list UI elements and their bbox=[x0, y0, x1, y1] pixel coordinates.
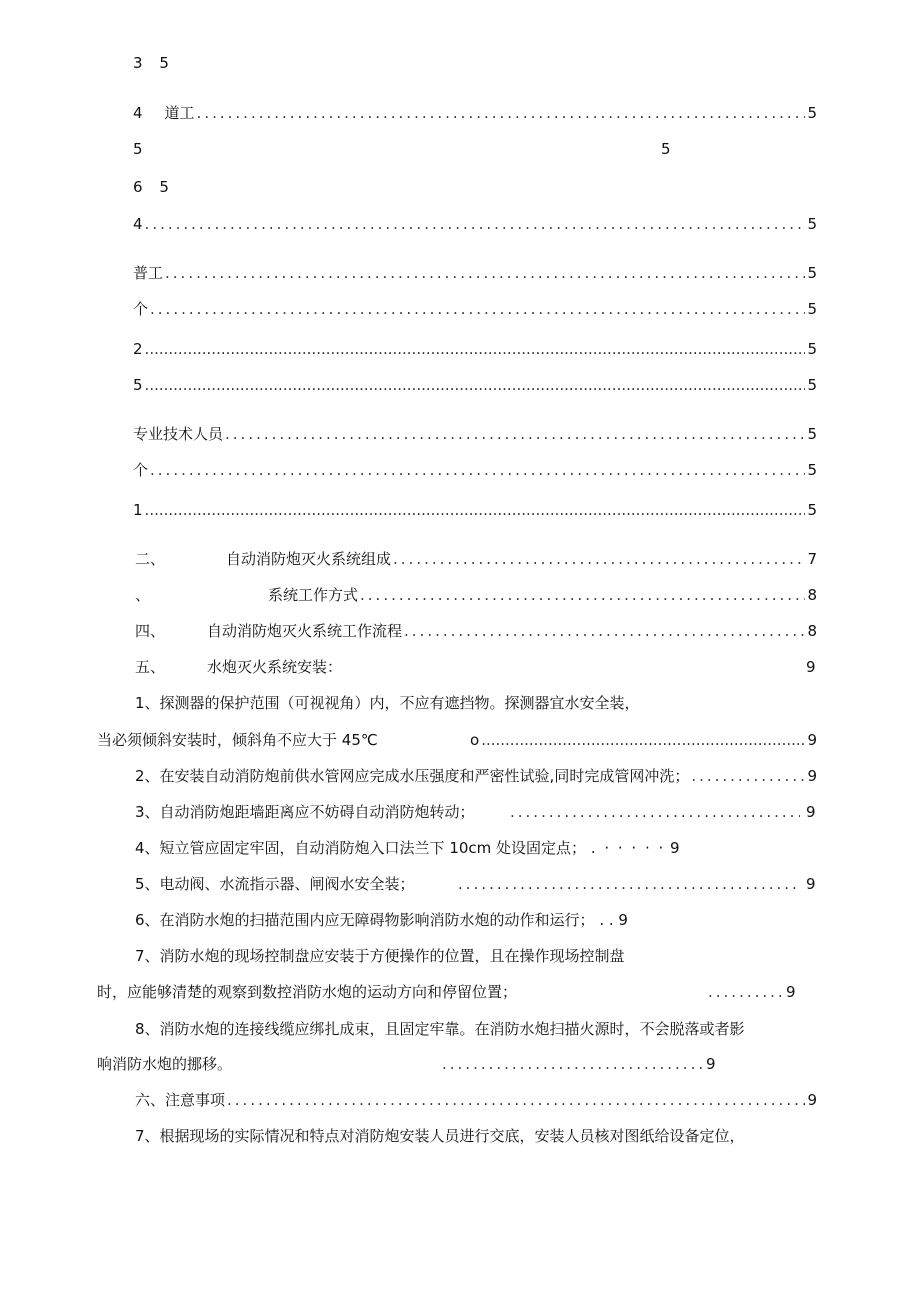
toc-title: 自动消防炮灭火系统工作流程 bbox=[207, 622, 403, 640]
toc-page: 5 bbox=[807, 340, 817, 358]
section-number: 四、 bbox=[135, 622, 166, 640]
install-item-1-leader[interactable] bbox=[470, 729, 817, 751]
toc-entry-system-composition[interactable] bbox=[226, 548, 817, 570]
toc-entry-1[interactable] bbox=[133, 499, 817, 521]
dot-leader bbox=[225, 423, 805, 445]
dot-leader bbox=[510, 801, 800, 823]
toc-entry-ge[interactable] bbox=[133, 298, 817, 320]
toc-page: 5 bbox=[807, 300, 817, 318]
install-item-5-text: 5、电动阀、水流指示器、闸阀水安全装； bbox=[135, 875, 415, 893]
toc-title: 系统工作方式 bbox=[268, 586, 359, 604]
item-text: 4、短立管应固定牢固，自动消防炮入口法兰下 10cm 处设固定点； bbox=[135, 839, 587, 857]
install-item-8-line1: 8、消防水炮的连接线缆应绑扎成束，且固定牢靠。在消防水炮扫描火源时，不会脱落或者影 bbox=[135, 1020, 745, 1038]
toc-number: 5 bbox=[133, 376, 143, 394]
toc-entry-5[interactable] bbox=[133, 374, 817, 396]
toc-title: 普工 bbox=[133, 264, 164, 282]
toc-page: 5 bbox=[661, 140, 671, 158]
toc-page: 5 bbox=[807, 461, 817, 479]
toc-entry-general-worker[interactable] bbox=[133, 262, 817, 284]
dot-leader bbox=[691, 765, 805, 787]
install-item-8-line2: 响消防水炮的挪移。 bbox=[97, 1055, 233, 1073]
toc-number: 2 bbox=[133, 340, 143, 358]
toc-page: 5 bbox=[807, 501, 817, 519]
toc-number: 3 bbox=[133, 54, 143, 72]
dot-leader: . . bbox=[599, 911, 614, 929]
toc-entry-notes[interactable] bbox=[135, 1089, 817, 1111]
install-item-1-line1: 1、探测器的保护范围（可视视角）内，不应有遮挡物。探测器宜水安全装， bbox=[135, 694, 640, 712]
dot-leader bbox=[165, 262, 805, 284]
install-item-7-line1: 7、消防水炮的现场控制盘应安装于方便操作的位置，且在操作现场控制盘 bbox=[135, 947, 625, 965]
toc-number: 6 bbox=[133, 178, 143, 196]
install-item-7b-line: 7、根据现场的实际情况和特点对消防炮安装人员进行交底，安装人员核对图纸给设备定位， bbox=[135, 1127, 745, 1145]
dot-leader bbox=[393, 548, 805, 570]
toc-title: 水炮灭火系统安装： bbox=[207, 658, 343, 676]
toc-page: 8 bbox=[807, 586, 817, 604]
toc-entry-3 bbox=[133, 52, 169, 74]
toc-page: 9 bbox=[670, 839, 680, 857]
dot-leader bbox=[145, 338, 806, 360]
install-item-7-line2: 时，应能够清楚的观察到数控消防水炮的运动方向和停留位置； bbox=[97, 983, 518, 1001]
item-text: 6、在消防水炮的扫描范围内应无障碍物影响消防水炮的动作和运行； bbox=[135, 911, 595, 929]
toc-number: 5 bbox=[133, 140, 143, 158]
toc-page: 9 bbox=[618, 911, 628, 929]
dot-leader bbox=[145, 213, 806, 235]
dot-leader bbox=[442, 1053, 704, 1075]
install-item-6[interactable] bbox=[135, 909, 628, 931]
install-item-3-text: 3、自动消防炮距墙距离应不妨碍自动消防炮转动； bbox=[135, 803, 475, 821]
toc-page: 9 bbox=[786, 983, 796, 1001]
toc-title: 道工 bbox=[164, 104, 195, 122]
dot-leader bbox=[197, 102, 806, 124]
section-number: 、 bbox=[135, 586, 151, 604]
toc-page: 5 bbox=[159, 54, 169, 72]
dot-leader bbox=[150, 298, 805, 320]
section-number: 五、 bbox=[135, 658, 166, 676]
toc-entry-road-worker[interactable] bbox=[133, 102, 817, 124]
install-item-4[interactable] bbox=[135, 837, 680, 859]
toc-page: 5 bbox=[807, 264, 817, 282]
toc-entry-ge-2[interactable] bbox=[133, 459, 817, 481]
toc-page: 7 bbox=[807, 550, 817, 568]
toc-page: 5 bbox=[807, 104, 817, 122]
toc-page: 5 bbox=[807, 215, 817, 233]
dot-leader bbox=[404, 620, 805, 642]
toc-page: 9 bbox=[807, 767, 817, 785]
toc-page: 9 bbox=[706, 1055, 716, 1073]
toc-title: 个 bbox=[133, 461, 149, 479]
toc-page: 9 bbox=[807, 731, 817, 749]
toc-title: 个 bbox=[133, 300, 149, 318]
toc-entry-4[interactable] bbox=[133, 213, 817, 235]
toc-title: 自动消防炮灭火系统组成 bbox=[226, 550, 392, 568]
toc-page: 8 bbox=[807, 622, 817, 640]
dot-leader bbox=[145, 374, 806, 396]
toc-title: 六、注意事项 bbox=[135, 1091, 226, 1109]
dot-leader bbox=[481, 729, 805, 751]
install-item-1-line2: 当必须倾斜安装时，倾斜角不应大于 45℃ bbox=[97, 731, 378, 749]
toc-number: 4 bbox=[133, 215, 143, 233]
toc-number: 4 bbox=[133, 104, 143, 122]
dot-leader: . · · · · · bbox=[590, 839, 666, 857]
toc-number: 1 bbox=[133, 501, 143, 519]
dot-leader bbox=[360, 584, 805, 606]
dot-leader bbox=[150, 459, 805, 481]
toc-page: 9 bbox=[807, 1091, 817, 1109]
toc-page: 5 bbox=[159, 178, 169, 196]
toc-page: 5 bbox=[807, 376, 817, 394]
section-number: 二、 bbox=[135, 550, 166, 568]
dot-leader bbox=[145, 499, 806, 521]
toc-entry-workflow[interactable] bbox=[207, 620, 817, 642]
install-item-2[interactable] bbox=[135, 765, 817, 787]
item-tail: o bbox=[470, 731, 480, 749]
toc-entry-2[interactable] bbox=[133, 338, 817, 360]
toc-page: 9 bbox=[806, 658, 816, 676]
item-text: 2、在安装自动消防炮前供水管网应完成水压强度和严密性试验,同时完成管网冲洗； bbox=[135, 767, 690, 785]
toc-entry-6 bbox=[133, 176, 169, 198]
toc-title: 专业技术人员 bbox=[133, 425, 224, 443]
toc-page: 9 bbox=[806, 803, 816, 821]
toc-entry-technical-staff[interactable] bbox=[133, 423, 817, 445]
dot-leader bbox=[227, 1089, 805, 1111]
toc-page: 5 bbox=[807, 425, 817, 443]
toc-entry-working-mode[interactable] bbox=[268, 584, 817, 606]
dot-leader bbox=[708, 981, 784, 1003]
toc-page: 9 bbox=[806, 875, 816, 893]
dot-leader bbox=[458, 873, 800, 895]
